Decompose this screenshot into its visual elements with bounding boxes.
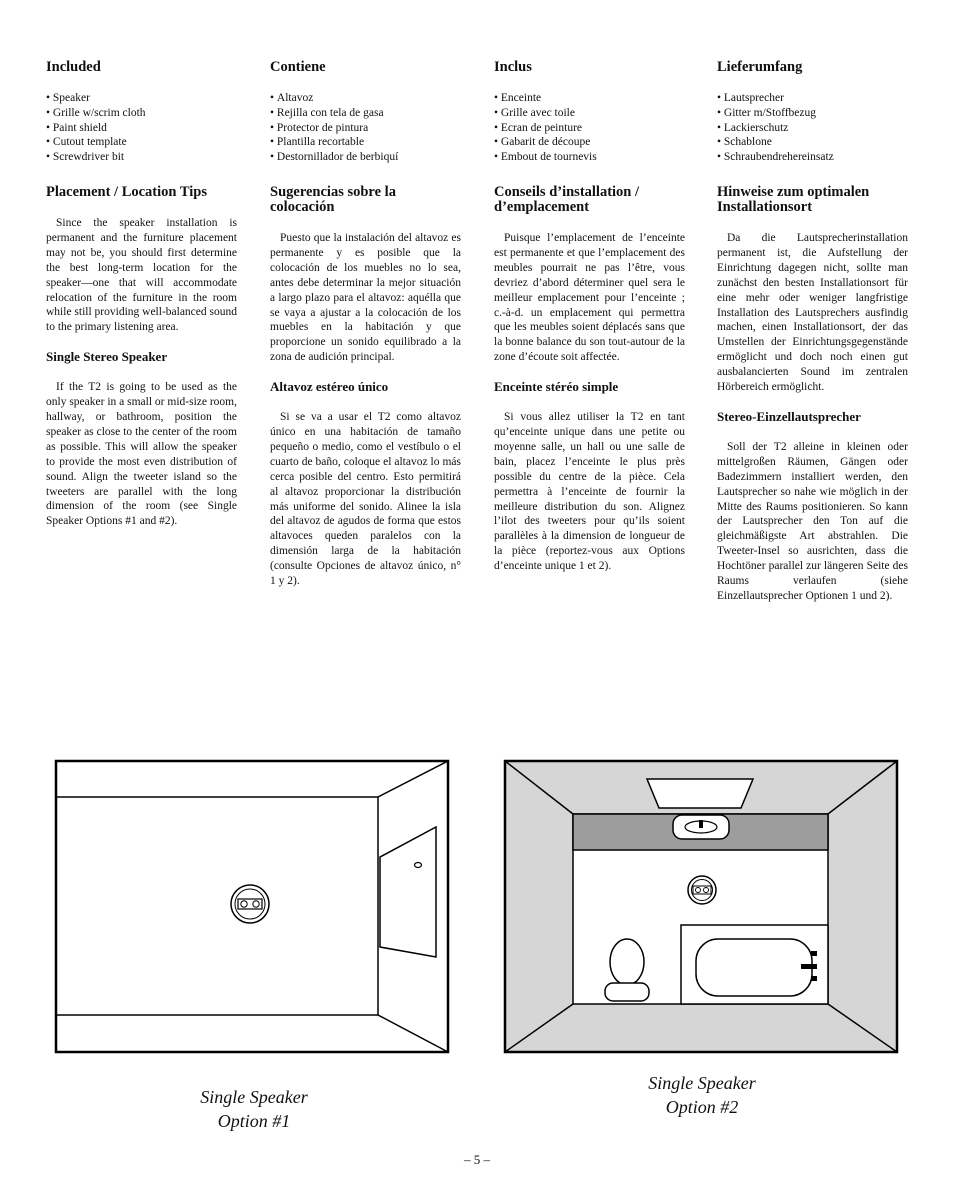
included-heading: Inclus: [494, 59, 532, 75]
single-speaker-text: Soll der T2 alleine in kleinen oder mittelgroßen Räumen, Gängen oder Badezimmern installiert werden, den Lautsprecher so nahe wie möglich in der Mitte des Raums positionieren. So kann der Lautsprecher den Ton auf die gleichmäßigste Art abstrahlen. Die Tweeter-Insel so ausrichten, dass die Hochtöner parallel zur längeren Seite des Raums verlaufen (siehe Einzellautsprecher Optionen 1 und 2).: [717, 440, 908, 603]
list-item: • Destornillador de berbiquí: [270, 150, 461, 165]
list-item: • Gitter m/Stoffbezug: [717, 106, 908, 121]
placement-text: Puisque l’emplacement de l’enceinte est permanente et que l’emplacement des meubles pourrait ne pas l’être, vous devriez d’abord déterminer quel sera le meilleur emplacement pour l’enceinte ; c.-à-d. un emplacement qui permettra que les meubles soient déplacés sans que la bonne balance du son tout-autour de la zone d’écoute soit affectée.: [494, 231, 685, 364]
caption-line: Option #1: [217, 1111, 291, 1131]
caption-line: Option #2: [665, 1097, 739, 1117]
placement-heading: Conseils d’installation / d’emplacement: [494, 183, 640, 215]
list-item: • Protector de pintura: [270, 121, 461, 136]
list-item: • Rejilla con tela de gasa: [270, 106, 461, 121]
single-speaker-heading: Single Stereo Speaker: [46, 349, 168, 365]
column-french: [494, 60, 685, 574]
included-list: [270, 91, 461, 165]
list-item: • Schablone: [717, 135, 908, 150]
list-item: • Grille w/scrim cloth: [46, 106, 237, 121]
list-item: • Gabarit de découpe: [494, 135, 685, 150]
caption-line: Single Speaker: [648, 1073, 756, 1093]
list-item: • Lackierschutz: [717, 121, 908, 136]
included-heading: Lieferumfang: [717, 59, 803, 75]
figure-2-caption: [582, 1071, 822, 1119]
bathtub-icon: [681, 925, 828, 1004]
list-item: • Schraubendrehereinsatz: [717, 150, 908, 165]
included-list: [717, 91, 908, 165]
list-item: • Speaker: [46, 91, 237, 106]
placement-text: Puesto que la instalación del altavoz es permanente y es posible que la colocación de los muebles no lo sea, antes debe determinar la mejor situación a largo plazo para el altavoz: aquélla que se vaya a ajustar a la colocación de los muebles en la habitación y que proporcione un sonido equilibrado a la zona de audición principal.: [270, 231, 461, 364]
placement-text: Da die Lautsprecherinstallation permanent ist, die Aufstellung der Einrichtung dagegen nicht, sollte man zunächst den besten Installationsort für eine mehr oder weniger langfristige Installation des Lautsprechers ausfindig machen, einen Installationsort, der das Umstellen der Einrichtungsgegenstände ermöglicht und doch noch einen gut ausbalancierten Sound im zentralen Hörbereich ermöglicht.: [717, 231, 908, 394]
list-item: • Grille avec toile: [494, 106, 685, 121]
caption-line: Single Speaker: [200, 1087, 308, 1107]
placement-heading: Placement / Location Tips: [46, 183, 207, 200]
column-german: [717, 60, 908, 604]
list-item: • Plantilla recortable: [270, 135, 461, 150]
single-speaker-text: Si se va a usar el T2 como altavoz único en una habitación de tamaño pequeño o medio, como el vestíbulo o el cuarto de baño, coloque el altavoz lo más cerca posible del centro. Esto permitirá al altavoz proporcionar la distribución más uniforme del sonido. Alinee la isla del altavoz de agudos de forma que estos altavoces queden paralelos con la dimensión larga de la habitación (consulte Opciones de altavoz único, n° 1 y 2).: [270, 411, 461, 588]
single-speaker-text: Si vous allez utiliser la T2 en tant qu’enceinte unique dans une petite ou moyenne salle, un hall ou une salle de bain, placez l’enceinte le plus près possible du centre de la pièce. Cela permettra à l’enceinte de fournir la meilleure distribution du son. Alignez l’ilot des tweeters pour qu’ils soient parallèles à la dimension de longueur de la pièce (reportez-vous aux Options d’enceinte unique 1 et 2).: [494, 411, 685, 573]
included-heading: Included: [46, 59, 101, 75]
page-number: – 5 –: [464, 1152, 490, 1167]
list-item: • Ecran de peinture: [494, 121, 685, 136]
sink-icon: [673, 815, 729, 839]
speaker-icon: [688, 876, 716, 904]
list-item: • Cutout template: [46, 135, 237, 150]
list-item: • Lautsprecher: [717, 91, 908, 106]
included-list: [46, 91, 237, 165]
single-speaker-text: If the T2 is going to be used as the only speaker in a small or mid-size room, hallway, or bathroom, position the speaker as close to the center of the room as possible. This will allow the speaker to provide the most even distribution of sound. Align the tweeter island so the tweeters are parallel with the long dimension of the room (see Single Speaker Options #1 and #2).: [46, 381, 237, 528]
included-heading: Contiene: [270, 59, 326, 75]
single-speaker-heading: Altavoz estéreo único: [270, 379, 389, 395]
placement-heading: Hinweise zum optimalen Installationsort: [717, 183, 870, 215]
placement-text: Since the speaker installation is permanent and the furniture placement may not be, you should first determine the best long-term location for the speaker—one that will accommodate relocation of the furniture in the room while still providing well-balanced sound to the primary listening area.: [46, 216, 237, 334]
list-item: • Paint shield: [46, 121, 237, 136]
single-speaker-heading: Enceinte stéréo simple: [494, 379, 619, 395]
list-item: • Enceinte: [494, 91, 685, 106]
figure-1-caption: [134, 1085, 374, 1133]
included-list: [494, 91, 685, 165]
single-speaker-heading: Stereo-Einzellautsprecher: [717, 408, 861, 424]
room-diagram-option-1: [54, 759, 450, 1054]
list-item: • Embout de tournevis: [494, 150, 685, 165]
column-english: [46, 60, 237, 529]
list-item: • Screwdriver bit: [46, 150, 237, 165]
list-item: • Altavoz: [270, 91, 461, 106]
column-spanish: [270, 60, 461, 589]
room-diagram-option-2: [503, 759, 899, 1054]
placement-heading: Sugerencias sobre la colocación: [270, 183, 396, 215]
speaker-icon: [231, 885, 269, 923]
